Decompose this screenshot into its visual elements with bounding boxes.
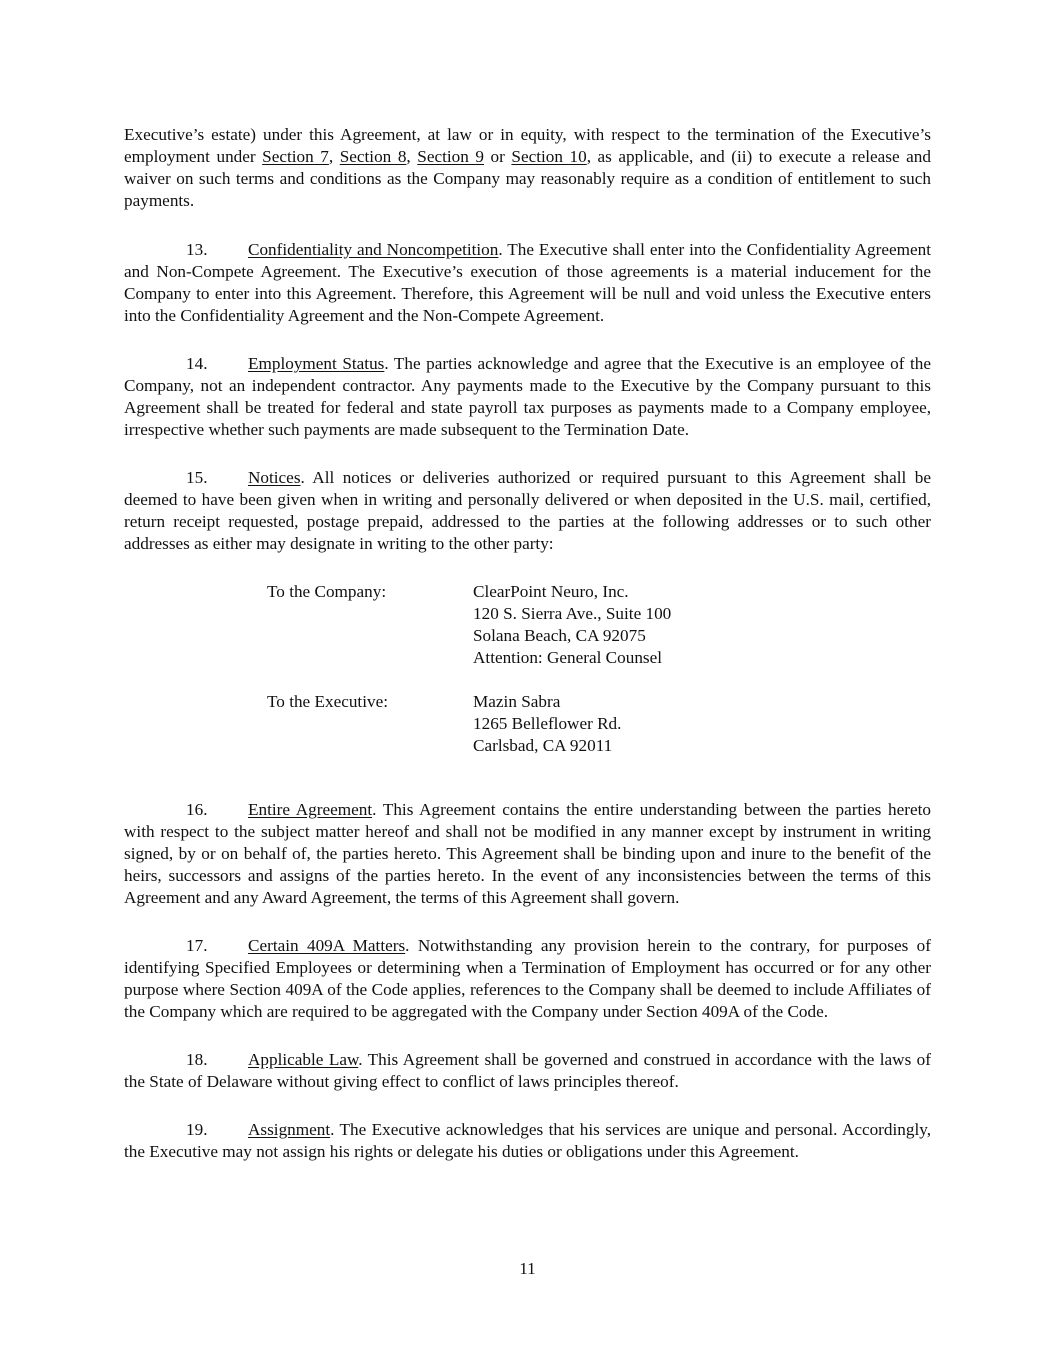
page-number: 11 (519, 1259, 536, 1278)
section-text: . Notwithstanding any provision herein to the contrary, for purposes of identifying Specified Employees or determining when a Termination of Employment has occurred or for any other purpose where Section 409A of the Code applies, references to the Company shall be deemed to include Affiliates of the Company which are required to be aggregated with the Company under Section 409A of the Code. (124, 936, 931, 1021)
spacer (124, 779, 931, 799)
section-16 (124, 799, 931, 909)
section-heading: Applicable Law (248, 1050, 359, 1069)
section-13 (124, 239, 931, 327)
section-heading: Notices (248, 468, 301, 487)
executive-label: To the Executive: (267, 692, 388, 711)
address-line: Attention: General Counsel (473, 648, 663, 667)
address-line: Mazin Sabra (473, 692, 561, 711)
section-14 (124, 353, 931, 441)
separator: , (328, 147, 340, 166)
section-number: 17. (186, 936, 208, 955)
document-page (124, 124, 931, 1189)
section-number: 14. (186, 354, 208, 373)
paragraph-text: Executive’s estate) under this Agreement, at law or in equity, with respect to the termination of the Executive’s employment under (124, 125, 931, 166)
section-number: 16. (186, 800, 208, 819)
section-heading: Certain 409A Matters (248, 936, 406, 955)
section-heading: Confidentiality and Noncompetition (248, 240, 499, 259)
section-17 (124, 935, 931, 1023)
section-7-reference: Section 7 (262, 147, 329, 166)
paragraph-text: , as applicable, and (ii) to execute a release and waiver on such terms and conditions as the Company may reasonably require as a condition of entitlement to such payments. (124, 147, 931, 210)
section-text: . The Executive acknowledges that his services are unique and personal. Accordingly, the Executive may not assign his rights or delegate his duties or obligations under this Agreement. (124, 1120, 931, 1161)
section-number: 13. (186, 240, 208, 259)
section-heading: Assignment (248, 1120, 331, 1139)
separator: or (483, 147, 512, 166)
notice-addresses (124, 581, 931, 757)
company-address-block (124, 581, 931, 669)
company-label: To the Company: (267, 582, 387, 601)
section-heading: Employment Status (248, 354, 385, 373)
separator: , (406, 147, 418, 166)
address-line: ClearPoint Neuro, Inc. (473, 582, 629, 601)
section-18 (124, 1049, 931, 1093)
address-line: 120 S. Sierra Ave., Suite 100 (473, 604, 672, 623)
section-text: . The Executive shall enter into the Confidentiality Agreement and Non-Compete Agreement. The Executive’s execution of those agreements is a material inducement for the Company to enter into this Agreement. Therefore, this Agreement will be null and void unless the Executive enters into the Confidentiality Agreement and the Non-Compete Agreement. (124, 240, 931, 325)
section-text: . This Agreement shall be governed and construed in accordance with the laws of the State of Delaware without giving effect to conflict of laws principles thereof. (124, 1050, 932, 1091)
section-number: 15. (186, 468, 208, 487)
executive-address-block (124, 691, 931, 757)
section-19 (124, 1119, 931, 1163)
section-heading: Entire Agreement (248, 800, 373, 819)
address-line: Solana Beach, CA 92075 (473, 626, 646, 645)
section-15 (124, 467, 931, 555)
section-9-reference: Section 9 (417, 147, 484, 166)
section-text: . The parties acknowledge and agree that the Executive is an employee of the Company, not an independent contractor. Any payments made to the Executive by the Company pursuant to this Agreement shall be treated for federal and state payroll tax purposes as payments made to a Company employee, irrespective whether such payments are made subsequent to the Termination Date. (124, 354, 931, 439)
section-number: 19. (186, 1120, 208, 1139)
address-line: Carlsbad, CA 92011 (473, 736, 613, 755)
company-address (473, 581, 671, 669)
section-text: . All notices or deliveries authorized or required pursuant to this Agreement shall be deemed to have been given when in writing and personally delivered or when deposited in the U.S. mail, certified, return receipt requested, postage prepaid, addressed to the parties at the following addresses or to such other addresses as either may designate in writing to the other party: (124, 468, 931, 553)
section-text: . This Agreement contains the entire understanding between the parties hereto with respect to the subject matter hereof and shall not be modified in any manner except by instrument in writing signed, by or on behalf of, the parties hereto. This Agreement shall be binding upon and inure to the benefit of the heirs, successors and assigns of the parties hereto. In the event of any inconsistencies between the terms of this Agreement and any Award Agreement, the terms of this Agreement shall govern. (124, 800, 931, 907)
address-line: 1265 Belleflower Rd. (473, 714, 622, 733)
section-number: 18. (186, 1050, 208, 1069)
executive-address (473, 691, 621, 757)
section-8-reference: Section 8 (339, 147, 407, 166)
continued-paragraph (124, 124, 931, 212)
section-10-reference: Section 10 (511, 147, 587, 166)
